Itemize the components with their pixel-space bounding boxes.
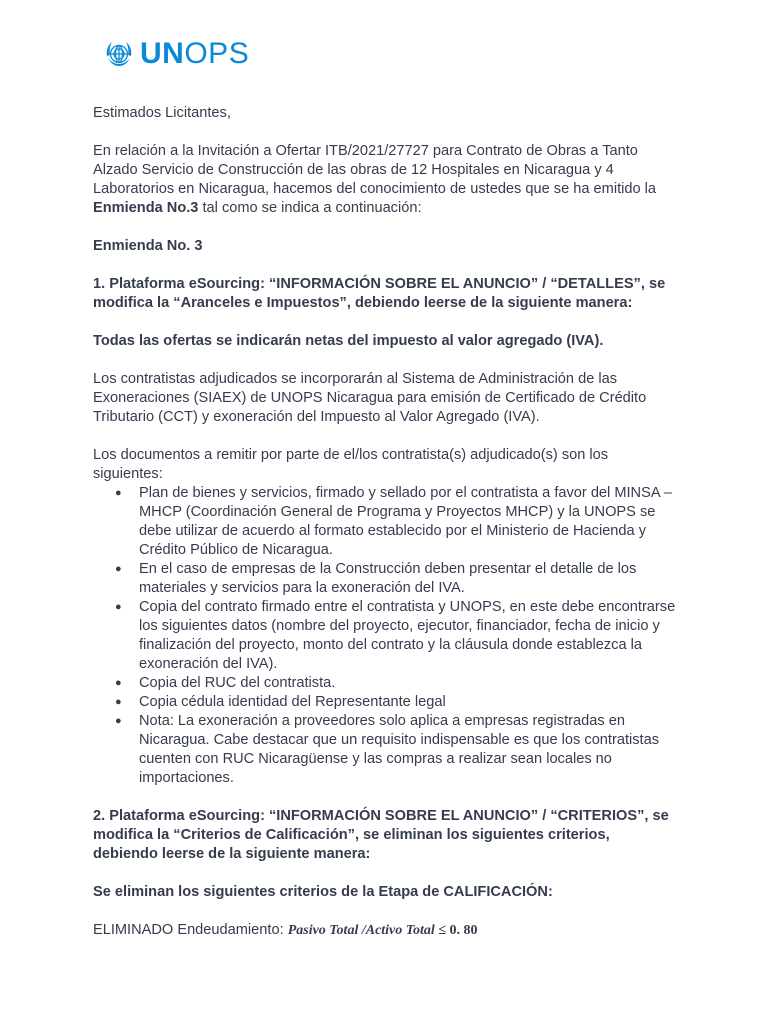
intro-bold: Enmienda No.3: [93, 200, 199, 216]
list-item-text: Plan de bienes y servicios, firmado y sellado por el contratista a favor del MINSA – MHCP (Coordinación General de Programa y Proyectos MHCP) y la UNOPS se debe utilizar de acuerdo al formato establecido por el Ministerio de Hacienda y Crédito Público de Nicaragua.: [139, 485, 672, 558]
formula-value: 0. 80: [449, 923, 478, 938]
section1-heading: 1. Plataforma eSourcing: “INFORMACIÓN SOBRE EL ANUNCIO” / “DETALLES”, se modifica la “Aranceles e Impuestos”, debiendo leerse de la siguiente manera:: [93, 276, 666, 311]
logo-wordmark: [140, 38, 249, 70]
logo-text-ops: OPS: [184, 37, 250, 70]
bullet-icon: ●: [115, 696, 122, 708]
eliminated-label: ELIMINADO Endeudamiento:: [93, 922, 288, 938]
list-item-text: Nota: La exoneración a proveedores solo aplica a empresas registradas en Nicaragua. Cabe destacar que un requisito indispensable es que los contratistas cuenten con RUC Nicaragüense y las compras a realizar sean locales no importaciones.: [139, 713, 660, 786]
letter-body: [93, 104, 678, 940]
intro-text: En relación a la Invitación a Ofertar ITB/2021/27727 para Contrato de Obras a Tanto Alzado Servicio de Construcción de las obras de 12 Hospitales en Nicaragua y 4 Laboratorios en Nicaragua, hacemos del conocimiento de ustedes que se ha emitido la: [93, 143, 657, 197]
list-item: [93, 674, 678, 693]
list-item-text: Copia del RUC del contratista.: [139, 675, 336, 691]
intro-tail: tal como se indica a continuación:: [198, 200, 422, 216]
bullet-icon: ●: [115, 563, 122, 575]
list-item: [93, 560, 678, 598]
section2-heading: 2. Plataforma eSourcing: “INFORMACIÓN SOBRE EL ANUNCIO” / “CRITERIOS”, se modifica la “Criterios de Calificación”, se eliminan los siguientes criterios, debiendo leerse de la siguiente manera:: [93, 808, 669, 862]
section1-paragraph: Los contratistas adjudicados se incorporarán al Sistema de Administración de las Exoneraciones (SIAEX) de UNOPS Nicaragua para emisión de Certificado de Crédito Tributario (CCT) y exoneración del Impuesto al Valor Agregado (IVA).: [93, 371, 647, 425]
documents-list: [93, 484, 678, 788]
eliminated-criterion: [93, 921, 678, 940]
unops-logo: [104, 38, 249, 70]
formula-text: Pasivo Total /Activo Total ≤: [287, 923, 450, 938]
list-item-text: Copia cédula identidad del Representante legal: [139, 694, 446, 710]
bullet-icon: ●: [115, 487, 122, 499]
greeting: Estimados Licitantes,: [93, 105, 231, 121]
debt-formula: [288, 923, 478, 938]
section2-statement: Se eliminan los siguientes criterios de la Etapa de CALIFICACIÓN:: [93, 884, 553, 900]
intro-paragraph: [93, 142, 678, 218]
list-item-text: En el caso de empresas de la Construcción deben presentar el detalle de los materiales y servicios para la exoneración del IVA.: [139, 561, 637, 596]
bullet-icon: ●: [115, 715, 122, 727]
un-emblem-icon: [104, 39, 134, 69]
bullet-icon: ●: [115, 677, 122, 689]
documents-intro: Los documentos a remitir por parte de el/los contratista(s) adjudicado(s) son los siguientes:: [93, 447, 609, 482]
list-item-text: Copia del contrato firmado entre el contratista y UNOPS, en este debe encontrarse los siguientes datos (nombre del proyecto, ejecutor, financiador, fecha de inicio y finalización del proyecto, monto del contrato y la cláusula donde establezca la exoneración del IVA).: [139, 599, 676, 672]
logo-text-un: UN: [140, 37, 185, 70]
amendment-title: Enmienda No. 3: [93, 238, 203, 254]
list-item: [93, 598, 678, 674]
list-item: [93, 484, 678, 560]
list-item: [93, 693, 678, 712]
section1-statement: Todas las ofertas se indicarán netas del impuesto al valor agregado (IVA).: [93, 333, 604, 349]
bullet-icon: ●: [115, 601, 122, 613]
list-item: [93, 712, 678, 788]
